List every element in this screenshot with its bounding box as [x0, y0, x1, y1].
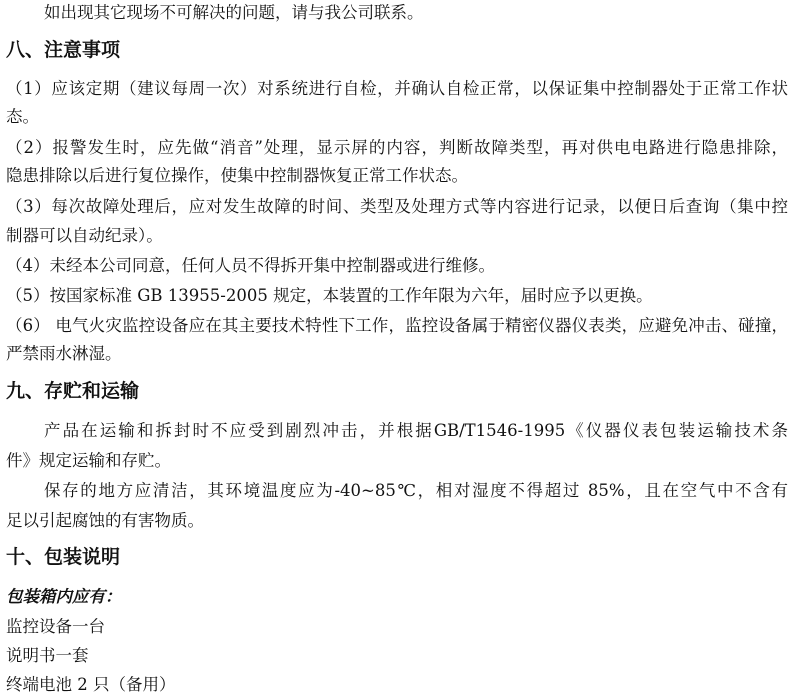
section-9-heading: 九、存贮和运输: [6, 380, 140, 402]
storage-para-2-line-1: 保存的地方应清洁，其环境温度应为-40~85℃，相对湿度不得超过 85%，且在空气中不含有: [44, 481, 788, 500]
storage-para-2-line-2: 足以引起腐蚀的有害物质。: [6, 511, 204, 530]
section-8-heading: 八、注意事项: [6, 39, 121, 61]
note-5-line: （5）按国家标准 GB 13955-2005 规定，本装置的工作年限为六年，届时应予以更换。: [6, 286, 653, 305]
package-item-2: 说明书一套: [6, 646, 89, 665]
note-6-line-2: 严禁雨水淋湿。: [6, 344, 122, 363]
package-item-1: 监控设备一台: [6, 617, 105, 636]
note-2-line-1: （2）报警发生时，应先做“消音”处理，显示屏的内容，判断故障类型，再对供电电路进行隐患排除，: [6, 138, 788, 157]
note-1-line-2: 态。: [6, 107, 39, 126]
package-item-3: 终端电池 2 只（备用）: [6, 675, 176, 694]
storage-para-1-line-2: 件》规定运输和存贮。: [6, 451, 171, 470]
note-6-line-1: （6） 电气火灾监控设备应在其主要技术特性下工作，监控设备属于精密仪器仪表类，应避免冲击、碰撞，: [6, 316, 788, 335]
note-1-line-1: （1）应该定期（建议每周一次）对系统进行自检，并确认自检正常，以保证集中控制器处于正常工作状: [6, 79, 788, 98]
note-3-line-1: （3）每次故障处理后，应对发生故障的时间、类型及处理方式等内容进行记录，以便日后查询（集中控: [6, 197, 788, 216]
note-2-line-2: 隐患排除以后进行复位操作，使集中控制器恢复正常工作状态。: [6, 166, 468, 185]
note-4-line: （4）未经本公司同意，任何人员不得拆开集中控制器或进行维修。: [6, 256, 495, 275]
section-10-heading: 十、包装说明: [6, 546, 121, 568]
intro-line: 如出现其它现场不可解决的问题，请与我公司联系。: [44, 3, 424, 22]
storage-para-1-line-1: 产品在运输和拆封时不应受到剧烈冲击，并根据GB/T1546-1995《仪器仪表包装运输技术条: [44, 421, 788, 440]
package-contents-subheading: 包装箱内应有：: [6, 587, 122, 606]
note-3-line-2: 制器可以自动纪录）。: [6, 226, 163, 245]
